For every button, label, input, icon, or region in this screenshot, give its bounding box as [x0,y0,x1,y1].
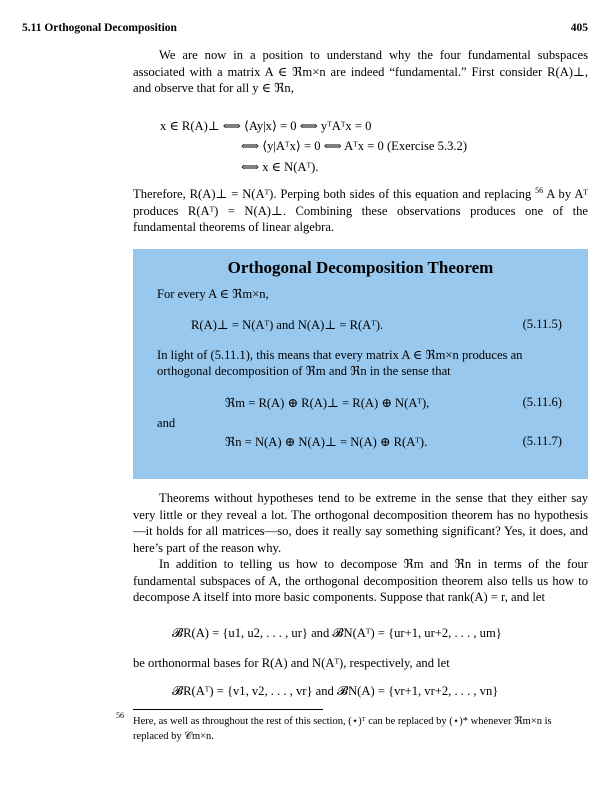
theorem-equation-1: R(A)⊥ = N(Aᵀ) and N(A)⊥ = R(Aᵀ). [191,318,384,332]
theorem-and: and [157,416,176,430]
running-header-section: 5.11 Orthogonal Decomposition [22,22,177,34]
orthonormal-bases-text: be orthonormal bases for R(A) and N(Aᵀ), respectively, and let [133,656,450,670]
equation-tag-5-11-5: (5.11.5) [522,317,562,331]
footnote-text: Here, as well as throughout the rest of this section, (⋆)ᵀ can be replaced by (⋆)* whenever ℜm×n is replaced by 𝒞m×n. [133,716,552,742]
theorem-title: Orthogonal Decomposition Theorem [227,258,494,277]
therefore-text: Therefore, R(A)⊥ = N(Aᵀ). Perping both sides of this equation and replacing [133,187,532,202]
equation-tag-5-11-6: (5.11.6) [522,395,562,409]
footnote-reference[interactable]: 56 [535,186,544,195]
theorem-light-paragraph: In light of (5.11.1), this means that every matrix A ∈ ℜm×n produces an orthogonal decomposition of ℜm and ℜn in the sense that [157,348,523,378]
equation-tag-5-11-7: (5.11.7) [522,434,562,448]
basis-equation-1: 𝓑R(A) = {u1, u2, . . . , ur} and 𝓑N(Aᵀ) = {ur+1, ur+2, . . . , um} [172,626,502,640]
theorem-box [133,249,588,479]
footnote-number: 56 [116,711,124,720]
intro-paragraph: We are now in a position to understand why the four fundamental subspaces associated with a matrix A ∈ ℜm×n are indeed “fundamental.” First consider R(A)⊥, and observe that for all y ∈ ℜn, [133,48,588,95]
therefore-text-continued: A by Aᵀ produces R(Aᵀ) = N(A)⊥. Combining these observations produces one of the fundamental theorems of linear algebra. [133,187,588,235]
footnote-rule [133,709,323,710]
decompose-paragraph: In addition to telling us how to decompose ℜm and ℜn in terms of the four fundamental subspaces of A, the orthogonal decomposition theorem also tells us how to decompose A itself into more basic components. Suppose that rank(A) = r, and let [133,557,588,604]
therefore-paragraph [133,183,588,236]
theorem-for-every: For every A ∈ ℜm×n, [157,287,269,301]
theorem-equation-3: ℜn = N(A) ⊕ N(A)⊥ = N(A) ⊕ R(Aᵀ). [225,435,428,449]
equation-row-3: ⟺ x ∈ N(Aᵀ). [241,160,319,174]
basis-equation-2: 𝓑R(Aᵀ) = {v1, v2, . . . , vr} and 𝓑N(A) = {vr+1, vr+2, . . . , vn} [172,684,499,698]
equation-row-2: ⟺ ⟨y|Aᵀx⟩ = 0 ⟺ Aᵀx = 0 (Exercise 5.3.2) [241,139,468,153]
page-number: 405 [570,22,588,34]
equation-row-1: x ∈ R(A)⊥ ⟺ ⟨Ay|x⟩ = 0 ⟺ yᵀAᵀx = 0 [160,119,372,133]
theorem-equation-2: ℜm = R(A) ⊕ R(A)⊥ = R(A) ⊕ N(Aᵀ), [225,396,430,410]
theorems-paragraph: Theorems without hypotheses tend to be extreme in the sense that they either say very little or they reveal a lot. The orthogonal decomposition theorem has no hypothesis—it holds for all matrices—so, does it really say something significant? Yes, it does, and here’s part of the reason why. [133,491,588,555]
